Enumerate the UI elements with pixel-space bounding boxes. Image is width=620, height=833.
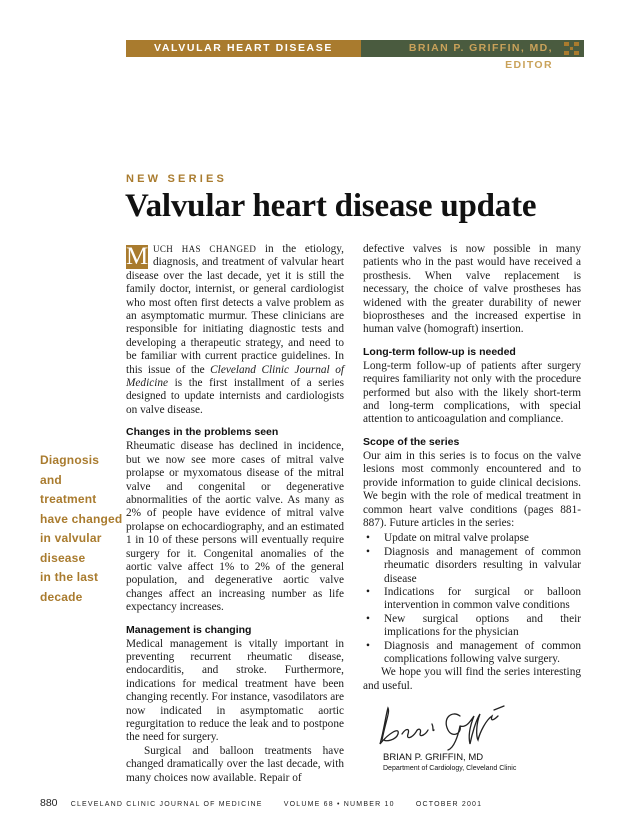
pull-quote-line: in valvular: [40, 531, 102, 545]
article-title: Valvular heart disease update: [125, 188, 537, 224]
list-item: • New surgical options and their implications for the physician: [363, 613, 581, 640]
pull-quote-line: decade: [40, 589, 83, 604]
list-item: • Indications for surgical or balloon intervention in common valve conditions: [363, 586, 581, 613]
paragraph-surgical: Surgical and balloon treatments have changed dramatically over the last decade, with many choices now available. Repair of: [126, 744, 344, 784]
pull-quote-line: in the last: [40, 570, 99, 584]
paragraph-followup: Long-term follow-up of patients after surgery requires familiarity not only with the procedure performed but also with the likely short-term and long-term complications, with special attention to anticoagulation and compliance.: [363, 359, 581, 426]
series-kicker: NEW SERIES: [126, 173, 228, 185]
paragraph-changes: Rheumatic disease has declined in incidence, but we now see more cases of mitral valve prolapse or myxomatous disease of the mitral valve and congenital or degenerative abnormalities of the aortic valve. As many as 2% of people have evidence of mitral valve prolapse on echocardiography, and an estimated 1 in 10 of these persons will eventually require surgery for it. Congenital anomalies of the aortic valve affect 1% to 2% of the general population, and degenerative aortic valve changes affect an increasing number as life expectancy increases.: [126, 440, 344, 614]
signature-name: BRIAN P. GRIFFIN, MD: [383, 752, 484, 763]
intro-smallcaps: UCH HAS CHANGED: [153, 244, 257, 254]
handwritten-signature: [376, 700, 526, 752]
heading-scope: Scope of the series: [363, 435, 460, 448]
valve-logo-icon: [559, 40, 584, 57]
heading-changes: Changes in the problems seen: [126, 426, 279, 439]
article-column-left: [126, 243, 344, 785]
section-label: VALVULAR HEART DISEASE UPDATE: [126, 40, 361, 57]
journal-name: Cleveland Clinic Journal of Medicine: [126, 363, 344, 390]
volume-info: VOLUME 68 • NUMBER 10: [283, 801, 395, 808]
page-number: 880: [40, 797, 58, 809]
drop-cap: M: [126, 243, 149, 270]
article-column-right: [363, 243, 581, 693]
pull-quote-line: treatment: [40, 492, 97, 506]
intro-text-end: is the first installment of a series designed to update internists and cardiologists on valve disease.: [126, 377, 344, 416]
issue-date: OCTOBER 2001: [415, 801, 483, 808]
paragraph-management: Medical management is vitally important in preventing recurrent rheumatic disease, endocarditis, and stroke. Furthermore, indications for medical treatment have been changing recently. For instance, vasodilators are now indicated in asymptomatic aortic regurgitation to reduce the leak and to postpone the need for surgery.: [126, 637, 344, 744]
intro-text: in the etiology, diagnosis, and treatment of valvular heart disease over the last decade, yet it is still the family doctor, internist, or general cardiologist who most often first detects a valve problem as an asymptomatic murmur. These clinicians are responsible for initiating diagnostic tests and developing a therapeutic strategy, and need to be familiar with current practice guidelines. In this issue of the: [126, 243, 344, 376]
paragraph-closing: We hope you will find the series interesting and useful.: [363, 666, 581, 692]
paragraph-continued: defective valves is now possible in many patients who in the past would have received a prosthesis. When valve replacement is necessary, the choice of valve prostheses has widened with the greater durability of newer bioprostheses and the increased expertise in human valve (homograft) insertion.: [363, 243, 581, 336]
pull-quote-line: disease: [40, 550, 86, 565]
heading-management: Management is changing: [126, 623, 252, 636]
journal-title: CLEVELAND CLINIC JOURNAL OF MEDICINE: [70, 801, 263, 808]
pull-quote-line: and: [40, 472, 62, 487]
section-header: [126, 40, 584, 71]
pull-quote-line: have changed: [40, 511, 123, 526]
heading-followup: Long-term follow-up is needed: [363, 345, 516, 358]
page-footer: [40, 797, 482, 809]
list-item: • Diagnosis and management of common complications following valve surgery.: [363, 640, 581, 667]
list-item: • Diagnosis and management of common rheumatic disorders resulting in valvular disease: [363, 546, 581, 586]
list-item: • Update on mitral valve prolapse: [363, 532, 581, 545]
intro-paragraph: [126, 243, 344, 417]
pull-quote-line: Diagnosis: [40, 453, 100, 467]
series-list: [363, 532, 581, 666]
signature-department: Department of Cardiology, Cleveland Clinic: [383, 765, 517, 772]
editor-label: BRIAN P. GRIFFIN, MD, EDITOR: [361, 40, 559, 57]
paragraph-scope: Our aim in this series is to focus on the valve lesions most commonly encountered and to provide information to guide clinical decisions. We begin with the role of medical treatment in common heart valve conditions (pages 881-887). Future articles in the series:: [363, 449, 581, 529]
pull-quote: [40, 451, 123, 607]
